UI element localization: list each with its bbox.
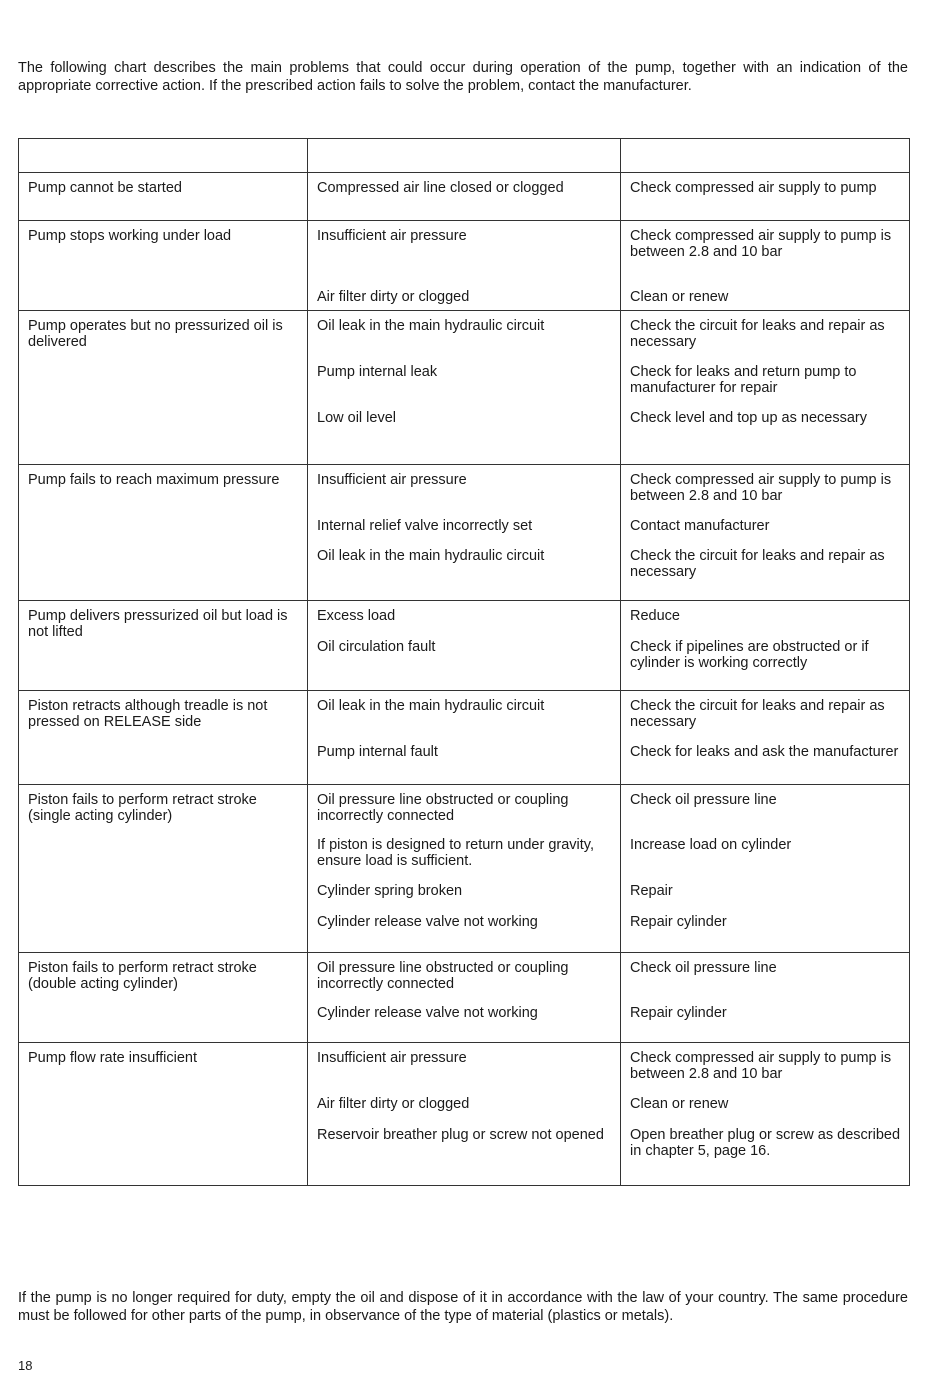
- cause-text: Oil leak in the main hydraulic circuit: [317, 318, 545, 334]
- remedy-text: Check level and top up as necessary: [630, 410, 867, 426]
- problem-text: Pump delivers pressurized oil but load is not lifted: [28, 608, 288, 640]
- cause-text: Cylinder spring broken: [317, 883, 463, 899]
- remedy-text: Contact manufacturer: [630, 518, 770, 534]
- cause-text: Insufficient air pressure: [317, 228, 467, 244]
- cause-text: Pump internal leak: [317, 364, 438, 380]
- intro-paragraph: The following chart describes the main problems that could occur during operation of the pump, together with an indication of the appropriate corrective action. If the prescribed action fails to solve the problem, contact the manufacturer.: [18, 60, 908, 94]
- cause-text: If piston is designed to return under gravity, ensure load is sufficient.: [317, 837, 594, 869]
- remedy-cell: [621, 953, 910, 1043]
- cause-text: Insufficient air pressure: [317, 1050, 467, 1066]
- problem-cell: [19, 785, 308, 953]
- remedy-cell: [621, 173, 910, 221]
- cause-text: Insufficient air pressure: [317, 472, 467, 488]
- remedy-cell: [621, 785, 910, 953]
- cause-text: Reservoir breather plug or screw not opened: [317, 1127, 604, 1143]
- table-header-row: [19, 139, 910, 173]
- remedy-cell: [621, 311, 910, 465]
- problem-cell: [19, 601, 308, 691]
- remedy-cell: [621, 601, 910, 691]
- cause-text: Oil leak in the main hydraulic circuit: [317, 548, 545, 564]
- remedy-text: Open breather plug or screw as described in chapter 5, page 16.: [630, 1127, 901, 1159]
- problem-text: Pump cannot be started: [28, 180, 182, 196]
- cause-cell: [308, 691, 621, 785]
- cause-text: Air filter dirty or clogged: [317, 289, 470, 305]
- remedy-cell: [621, 691, 910, 785]
- cause-text: Cylinder release valve not working: [317, 1005, 538, 1021]
- cause-cell: [308, 221, 621, 311]
- problem-cell: [19, 465, 308, 601]
- cause-text: Excess load: [317, 608, 396, 624]
- problem-text: Pump stops working under load: [28, 228, 232, 244]
- cause-cell: [308, 953, 621, 1043]
- remedy-text: Check oil pressure line: [630, 960, 777, 976]
- table-row: [19, 173, 910, 221]
- header-remedy: [621, 139, 910, 173]
- remedy-text: Check the circuit for leaks and repair as necessary: [630, 548, 885, 580]
- remedy-cell: [621, 465, 910, 601]
- remedy-text: Check compressed air supply to pump is between 2.8 and 10 bar: [630, 472, 892, 504]
- table-row: [19, 465, 910, 601]
- cause-cell: [308, 173, 621, 221]
- troubleshooting-table: [18, 138, 910, 1186]
- table-row: [19, 1043, 910, 1186]
- cause-cell: [308, 601, 621, 691]
- problem-text: Piston retracts although treadle is not pressed on RELEASE side: [28, 698, 268, 730]
- problem-text: Pump fails to reach maximum pressure: [28, 472, 280, 488]
- problem-cell: [19, 953, 308, 1043]
- remedy-text: Check compressed air supply to pump is between 2.8 and 10 bar: [630, 1050, 892, 1082]
- cause-text: Compressed air line closed or clogged: [317, 180, 564, 196]
- cause-cell: [308, 1043, 621, 1186]
- problem-cell: [19, 311, 308, 465]
- remedy-text: Reduce: [630, 608, 680, 624]
- remedy-text: Check the circuit for leaks and repair as necessary: [630, 698, 885, 730]
- remedy-text: Check for leaks and ask the manufacturer: [630, 744, 899, 760]
- cause-text: Internal relief valve incorrectly set: [317, 518, 533, 534]
- header-cause: [308, 139, 621, 173]
- remedy-text: Check oil pressure line: [630, 792, 777, 808]
- problem-text: Pump operates but no pressurized oil is delivered: [28, 318, 283, 350]
- table-row: [19, 785, 910, 953]
- problem-text: Piston fails to perform retract stroke (double acting cylinder): [28, 960, 257, 992]
- remedy-text: Check for leaks and return pump to manufacturer for repair: [630, 364, 857, 396]
- remedy-text: Check compressed air supply to pump: [630, 180, 877, 196]
- remedy-text: Check compressed air supply to pump is between 2.8 and 10 bar: [630, 228, 892, 260]
- cause-text: Oil pressure line obstructed or coupling incorrectly connected: [317, 960, 569, 992]
- cause-cell: [308, 311, 621, 465]
- table-row: [19, 691, 910, 785]
- remedy-text: Check the circuit for leaks and repair as necessary: [630, 318, 885, 350]
- problem-text: Piston fails to perform retract stroke (single acting cylinder): [28, 792, 257, 824]
- cause-text: Oil pressure line obstructed or coupling incorrectly connected: [317, 792, 569, 824]
- remedy-cell: [621, 221, 910, 311]
- remedy-text: Repair: [630, 883, 673, 899]
- table-body: [19, 173, 910, 1186]
- problem-cell: [19, 173, 308, 221]
- cause-cell: [308, 465, 621, 601]
- table-row: [19, 601, 910, 691]
- problem-cell: [19, 691, 308, 785]
- problem-cell: [19, 1043, 308, 1186]
- cause-text: Oil circulation fault: [317, 639, 436, 655]
- page-number: 18: [18, 1358, 33, 1373]
- disposal-paragraph: If the pump is no longer required for duty, empty the oil and dispose of it in accordance with the law of your country. The same procedure must be followed for other parts of the pump, in observance of the type of material (plastics or metals).: [18, 1290, 908, 1324]
- remedy-text: Repair cylinder: [630, 1005, 727, 1021]
- remedy-text: Repair cylinder: [630, 914, 727, 930]
- problem-cell: [19, 221, 308, 311]
- header-problem: [19, 139, 308, 173]
- problem-text: Pump flow rate insufficient: [28, 1050, 197, 1066]
- table-row: [19, 221, 910, 311]
- cause-text: Oil leak in the main hydraulic circuit: [317, 698, 545, 714]
- cause-text: Pump internal fault: [317, 744, 438, 760]
- cause-text: Cylinder release valve not working: [317, 914, 538, 930]
- table-row: [19, 311, 910, 465]
- table-row: [19, 953, 910, 1043]
- remedy-cell: [621, 1043, 910, 1186]
- cause-text: Air filter dirty or clogged: [317, 1096, 470, 1112]
- cause-text: Low oil level: [317, 410, 396, 426]
- remedy-text: Clean or renew: [630, 1096, 729, 1112]
- remedy-text: Increase load on cylinder: [630, 837, 792, 853]
- remedy-text: Clean or renew: [630, 289, 729, 305]
- remedy-text: Check if pipelines are obstructed or if cylinder is working correctly: [630, 639, 869, 671]
- cause-cell: [308, 785, 621, 953]
